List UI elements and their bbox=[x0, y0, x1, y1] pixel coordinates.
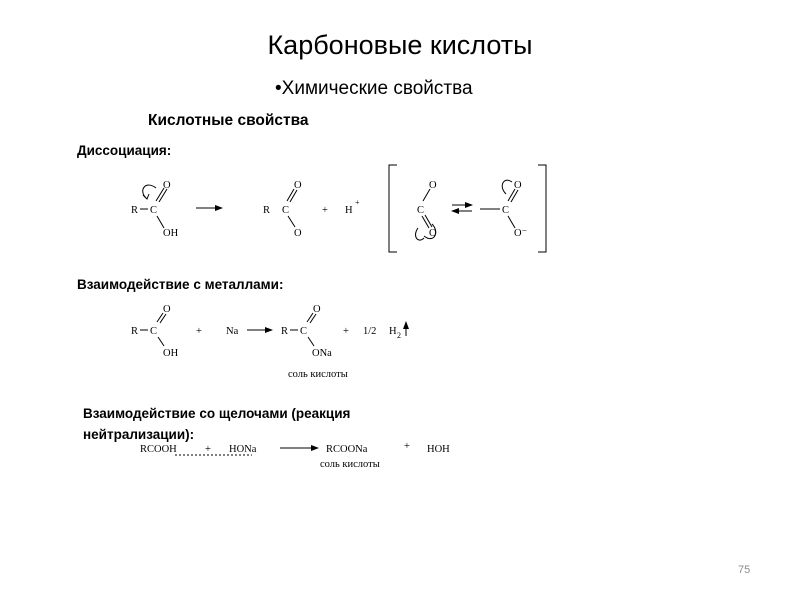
metals-label: Взаимодействие с металлами: bbox=[77, 277, 284, 292]
plus-sign: + bbox=[196, 326, 202, 337]
atom-o: O bbox=[163, 180, 171, 191]
bond bbox=[290, 190, 297, 202]
atom-r: R bbox=[281, 326, 289, 337]
atom-c: C bbox=[150, 326, 158, 337]
metal-sodium: Na bbox=[226, 326, 239, 337]
atom-c: C bbox=[282, 205, 290, 216]
resonance-structures bbox=[389, 165, 546, 252]
atom-oh: OH bbox=[163, 228, 179, 239]
section-heading: Кислотные свойства bbox=[148, 112, 309, 129]
atom-o: O bbox=[294, 228, 302, 239]
acid-formula: RCOOH bbox=[140, 444, 177, 455]
proton-charge: + bbox=[355, 198, 360, 207]
bracket-right bbox=[538, 165, 546, 252]
dissociation-label: Диссоциация: bbox=[77, 143, 172, 158]
proton: H bbox=[345, 205, 353, 216]
atom-r: R bbox=[263, 205, 271, 216]
bracket-left bbox=[389, 165, 397, 252]
bond bbox=[425, 215, 432, 227]
slide-subtitle: •Химические свойства bbox=[275, 78, 473, 99]
atom-oh: OH bbox=[163, 348, 179, 359]
atom-c: C bbox=[150, 205, 158, 216]
alkali-label: Взаимодействие со щелочами (реакция нейтрализации): bbox=[83, 406, 351, 442]
bond bbox=[288, 216, 295, 227]
atom-o-minus: O⁻ bbox=[514, 228, 528, 239]
hydrogen-coefficient: 1/2 bbox=[363, 326, 377, 337]
atom-ona: ONa bbox=[312, 348, 332, 359]
dissociation-anion bbox=[263, 180, 302, 239]
plus-sign: + bbox=[205, 444, 211, 455]
plus-sign: + bbox=[322, 205, 328, 216]
plus-sign: + bbox=[404, 441, 410, 452]
metals-acid bbox=[131, 304, 179, 359]
salt-caption: соль кислоты bbox=[288, 369, 348, 380]
bond bbox=[422, 216, 429, 228]
metals-salt bbox=[281, 304, 332, 359]
curved-arrow bbox=[416, 228, 424, 240]
page-number: 75 bbox=[738, 564, 751, 576]
base-formula: HONa bbox=[229, 444, 257, 455]
atom-o: O bbox=[163, 304, 171, 315]
curved-arrow bbox=[502, 180, 512, 194]
atom-o: O bbox=[313, 304, 321, 315]
hydrogen: H bbox=[389, 326, 397, 337]
atom-r: R bbox=[131, 205, 139, 216]
atom-o: O bbox=[429, 228, 437, 239]
atom-c: C bbox=[417, 205, 425, 216]
atom-c: C bbox=[502, 205, 510, 216]
bond bbox=[511, 190, 518, 202]
salt-formula: RCOONa bbox=[326, 444, 368, 455]
water-formula: HOH bbox=[427, 444, 450, 455]
slide-title: Карбоновые кислоты bbox=[267, 30, 533, 60]
salt-caption: соль кислоты bbox=[320, 459, 380, 470]
hydrogen-subscript: 2 bbox=[397, 331, 401, 340]
atom-o: O bbox=[429, 180, 437, 191]
bond bbox=[157, 216, 164, 228]
bond bbox=[158, 337, 164, 346]
atom-c: C bbox=[300, 326, 308, 337]
atom-r: R bbox=[131, 326, 139, 337]
plus-sign: + bbox=[343, 326, 349, 337]
atom-o: O bbox=[294, 180, 302, 191]
dissociation-acid bbox=[131, 180, 179, 239]
bond bbox=[308, 337, 314, 346]
atom-o: O bbox=[514, 180, 522, 191]
bond bbox=[287, 189, 294, 201]
bond bbox=[508, 216, 515, 228]
